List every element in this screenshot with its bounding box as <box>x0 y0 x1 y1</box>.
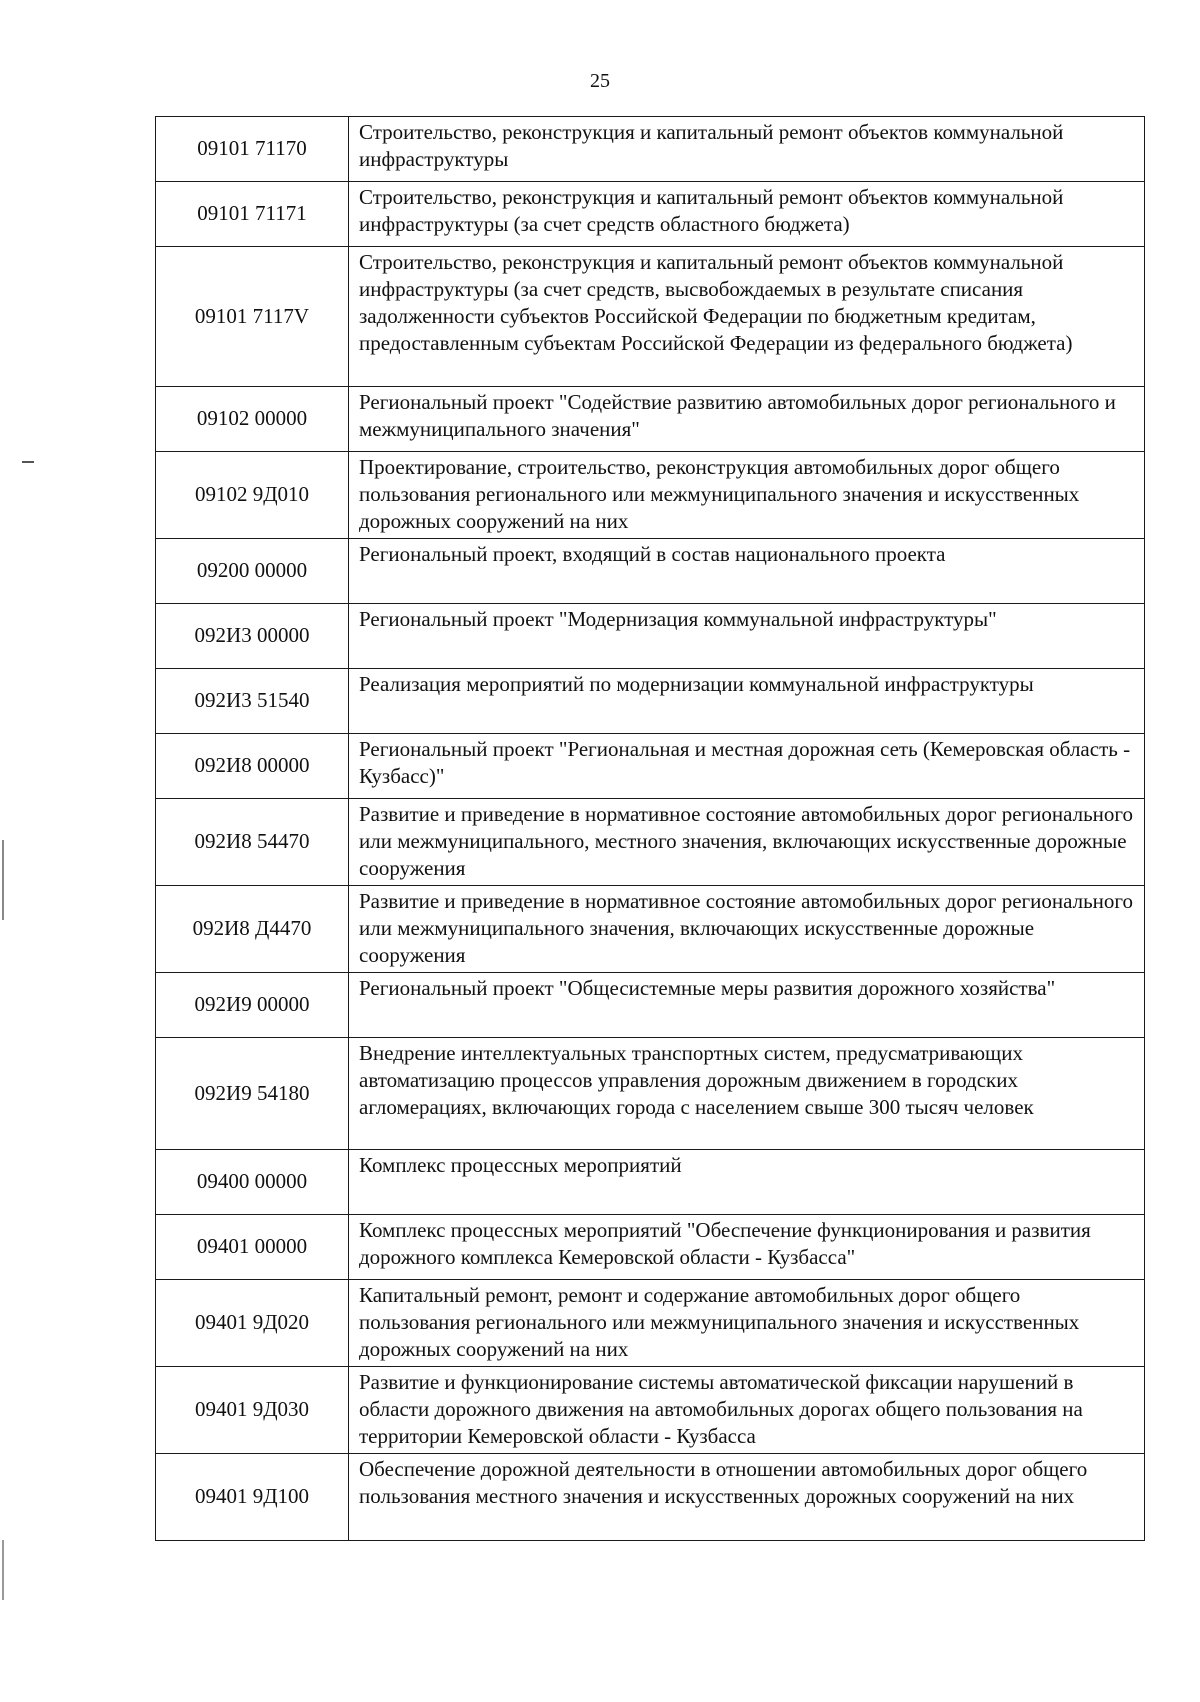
table-row <box>156 182 1145 247</box>
table-row <box>156 886 1145 973</box>
row-description: Капитальный ремонт, ремонт и содержание автомобильных дорог общего пользования регионального или межмуниципального значения и искусственных дорожных сооружений на них <box>349 1280 1145 1367</box>
table-row <box>156 604 1145 669</box>
row-code: 092И3 00000 <box>156 604 349 669</box>
scan-mark <box>22 461 34 463</box>
row-code: 092И8 54470 <box>156 799 349 886</box>
row-description: Региональный проект "Содействие развитию автомобильных дорог регионального и межмуниципального значения" <box>349 387 1145 452</box>
row-description: Проектирование, строительство, реконструкция автомобильных дорог общего пользования регионального или межмуниципального значения и искусственных дорожных сооружений на них <box>349 452 1145 539</box>
row-description: Региональный проект "Региональная и местная дорожная сеть (Кемеровская область - Кузбасс)" <box>349 734 1145 799</box>
page-number: 25 <box>590 70 610 92</box>
scan-mark <box>2 1540 4 1600</box>
scan-mark <box>2 840 4 920</box>
row-description: Строительство, реконструкция и капитальный ремонт объектов коммунальной инфраструктуры <box>349 117 1145 182</box>
row-description: Региональный проект, входящий в состав национального проекта <box>349 539 1145 604</box>
row-description: Строительство, реконструкция и капитальный ремонт объектов коммунальной инфраструктуры (за счет средств, высвобождаемых в результате списания задолженности субъектов Российской Федерации по бюджетным кредитам, предоставленным субъектам Российской Федерации из федерального бюджета) <box>349 247 1145 387</box>
row-code: 09101 71170 <box>156 117 349 182</box>
row-code: 09101 7117V <box>156 247 349 387</box>
table-row <box>156 387 1145 452</box>
row-description: Развитие и функционирование системы автоматической фиксации нарушений в области дорожного движения на автомобильных дорогах общего пользования на территории Кемеровской области - Кузбасса <box>349 1367 1145 1454</box>
row-code: 09401 9Д100 <box>156 1454 349 1541</box>
budget-classification-table <box>155 116 1145 1541</box>
table-row <box>156 117 1145 182</box>
row-description: Внедрение интеллектуальных транспортных систем, предусматривающих автоматизацию процессов управления дорожным движением в городских агломерациях, включающих города с населением свыше 300 тысяч человек <box>349 1038 1145 1150</box>
table-row <box>156 247 1145 387</box>
row-code: 09401 9Д030 <box>156 1367 349 1454</box>
table-row <box>156 1454 1145 1541</box>
table-row <box>156 1367 1145 1454</box>
row-description: Комплекс процессных мероприятий "Обеспечение функционирования и развития дорожного комплекса Кемеровской области - Кузбасса" <box>349 1215 1145 1280</box>
row-code: 09401 9Д020 <box>156 1280 349 1367</box>
row-description: Региональный проект "Общесистемные меры развития дорожного хозяйства" <box>349 973 1145 1038</box>
row-code: 09102 9Д010 <box>156 452 349 539</box>
row-description: Комплекс процессных мероприятий <box>349 1150 1145 1215</box>
row-description: Обеспечение дорожной деятельности в отношении автомобильных дорог общего пользования местного значения и искусственных дорожных сооружений на них <box>349 1454 1145 1541</box>
table-row <box>156 669 1145 734</box>
table-row <box>156 452 1145 539</box>
row-code: 09200 00000 <box>156 539 349 604</box>
row-code: 092И8 Д4470 <box>156 886 349 973</box>
row-code: 092И9 00000 <box>156 973 349 1038</box>
table-row <box>156 1280 1145 1367</box>
row-code: 092И8 00000 <box>156 734 349 799</box>
row-description: Развитие и приведение в нормативное состояние автомобильных дорог регионального или межмуниципального значения, включающих искусственные дорожные сооружения <box>349 886 1145 973</box>
row-code: 09401 00000 <box>156 1215 349 1280</box>
row-code: 092И9 54180 <box>156 1038 349 1150</box>
table-row <box>156 1150 1145 1215</box>
table-row <box>156 539 1145 604</box>
table-row <box>156 1215 1145 1280</box>
row-description: Реализация мероприятий по модернизации коммунальной инфраструктуры <box>349 669 1145 734</box>
table-row <box>156 799 1145 886</box>
row-code: 09102 00000 <box>156 387 349 452</box>
table-row <box>156 973 1145 1038</box>
row-description: Региональный проект "Модернизация коммунальной инфраструктуры" <box>349 604 1145 669</box>
row-code: 09400 00000 <box>156 1150 349 1215</box>
row-description: Строительство, реконструкция и капитальный ремонт объектов коммунальной инфраструктуры (за счет средств областного бюджета) <box>349 182 1145 247</box>
table-row <box>156 734 1145 799</box>
table-row <box>156 1038 1145 1150</box>
row-description: Развитие и приведение в нормативное состояние автомобильных дорог регионального или межмуниципального, местного значения, включающих искусственные дорожные сооружения <box>349 799 1145 886</box>
row-code: 092И3 51540 <box>156 669 349 734</box>
row-code: 09101 71171 <box>156 182 349 247</box>
